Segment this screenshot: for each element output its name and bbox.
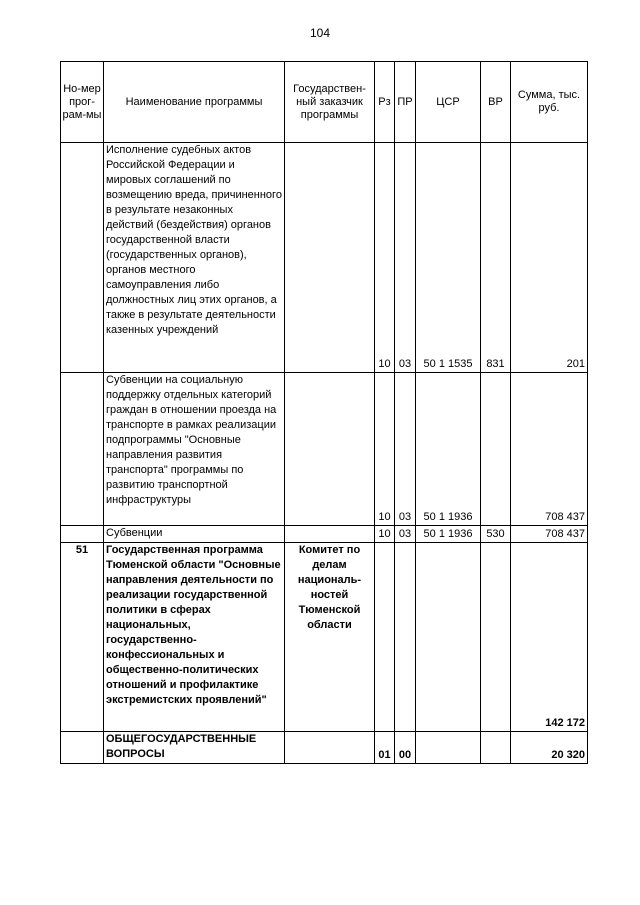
header-rz: Рз xyxy=(375,62,395,143)
header-vr: ВР xyxy=(481,62,511,143)
pr-code: 00 xyxy=(395,732,416,764)
table-header-row xyxy=(61,62,588,143)
csr-code xyxy=(416,732,481,764)
sum-value: 142 172 xyxy=(511,543,588,732)
program-name: ОБЩЕГОСУДАРСТВЕННЫЕ ВОПРОСЫ xyxy=(104,732,285,764)
sum-value: 708 437 xyxy=(511,526,588,543)
program-name: Государственная программа Тюменской области "Основные направления деятельности по реализации государственной политики в сферах национальных, государственно-конфессиональных и общественно-политических отношений и профилактике экстремистских проявлений" xyxy=(104,543,285,732)
vr-code xyxy=(481,543,511,732)
header-sum: Сумма, тыс. руб. xyxy=(511,62,588,143)
csr-code: 50 1 1936 xyxy=(416,526,481,543)
rz-code: 10 xyxy=(375,143,395,373)
table-row xyxy=(61,143,588,373)
program-number xyxy=(61,143,104,373)
program-number xyxy=(61,373,104,526)
state-customer xyxy=(285,526,375,543)
vr-code xyxy=(481,373,511,526)
program-name: Субвенции xyxy=(104,526,285,543)
program-number xyxy=(61,526,104,543)
header-state-customer: Государствен-ный заказчик программы xyxy=(285,62,375,143)
state-customer xyxy=(285,373,375,526)
program-number xyxy=(61,732,104,764)
table-row xyxy=(61,373,588,526)
sum-value: 20 320 xyxy=(511,732,588,764)
sum-value: 201 xyxy=(511,143,588,373)
sum-value: 708 437 xyxy=(511,373,588,526)
vr-code: 831 xyxy=(481,143,511,373)
table-row xyxy=(61,526,588,543)
table-row xyxy=(61,732,588,764)
table-row xyxy=(61,543,588,732)
pr-code: 03 xyxy=(395,526,416,543)
header-program-number: Но-мер прог-рам-мы xyxy=(61,62,104,143)
vr-code xyxy=(481,732,511,764)
pr-code: 03 xyxy=(395,373,416,526)
program-number: 51 xyxy=(61,543,104,732)
rz-code: 01 xyxy=(375,732,395,764)
state-customer xyxy=(285,732,375,764)
csr-code xyxy=(416,543,481,732)
vr-code: 530 xyxy=(481,526,511,543)
budget-programs-table xyxy=(60,61,588,764)
program-name: Субвенции на социальную поддержку отдельных категорий граждан в отношении проезда на транспорте в рамках реализации подпрограммы "Основные направления развития транспорта" программы по развитию транспортной инфраструктуры xyxy=(104,373,285,526)
header-csr: ЦСР xyxy=(416,62,481,143)
rz-code xyxy=(375,543,395,732)
state-customer xyxy=(285,143,375,373)
pr-code xyxy=(395,543,416,732)
page-number: 104 xyxy=(309,26,331,40)
rz-code: 10 xyxy=(375,526,395,543)
rz-code: 10 xyxy=(375,373,395,526)
header-program-name: Наименование программы xyxy=(104,62,285,143)
csr-code: 50 1 1936 xyxy=(416,373,481,526)
csr-code: 50 1 1535 xyxy=(416,143,481,373)
header-pr: ПР xyxy=(395,62,416,143)
pr-code: 03 xyxy=(395,143,416,373)
program-name: Исполнение судебных актов Российской Федерации и мировых соглашений по возмещению вреда, причиненного в результате незаконных действий (бездействия) органов государственной власти (государственных органов), органов местного самоуправления либо должностных лиц этих органов, а также в результате деятельности казенных учреждений xyxy=(104,143,285,373)
state-customer: Комитет по делам националь-ностей Тюменской области xyxy=(285,543,375,732)
